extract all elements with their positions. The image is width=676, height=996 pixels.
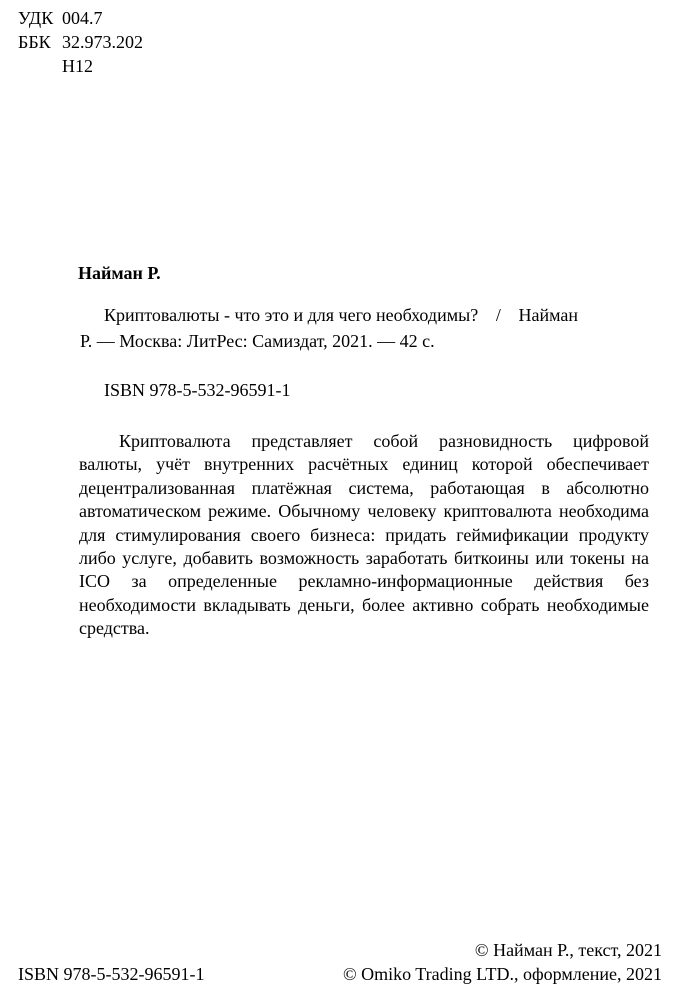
udk-label: УДК	[18, 8, 54, 28]
book-title: Криптовалюты - что это и для чего необходимы?	[104, 305, 479, 325]
copyright-block	[343, 938, 662, 986]
author-sign-row	[18, 54, 143, 78]
copyright-design-line: © Omiko Trading LTD., оформление, 2021	[342, 964, 662, 984]
bibliographic-description	[80, 302, 604, 354]
isbn-top: ISBN 978-5-532-96591-1	[104, 380, 291, 400]
bibliographic-line-2: Р. — Москва: ЛитРес: Самиздат, 2021. — 42 с.	[80, 331, 435, 351]
abstract-paragraph: Криптовалюта представляет собой разновидность цифровой валюты, учёт внутренних расчётных единиц которой обеспечивает децентрализованная платёжная система, работающая в абсолютно автоматическом режиме. Обычному человеку криптовалюта необходима для стимулирования своего бизнеса: придать геймификации продукту либо услуге, добавить возможность заработать биткоины или токены на ICO за определенные рекламно-информационные действия без необходимости вкладывать деньги, более активно собрать необходимые средства.	[79, 431, 649, 639]
author-sign: Н12	[62, 56, 93, 76]
classification-block	[18, 6, 143, 78]
bbk-value: 32.973.202	[62, 32, 143, 52]
copyright-text-line: © Найман Р., текст, 2021	[474, 940, 662, 960]
bibliographic-line-1	[104, 302, 578, 328]
udk-row	[18, 6, 143, 30]
title-separator: /	[495, 305, 501, 325]
bbk-label: ББК	[18, 32, 51, 52]
udk-value: 004.7	[62, 8, 103, 28]
bbk-row	[18, 30, 143, 54]
author-surname: Найман	[518, 305, 578, 325]
author-heading: Найман Р.	[78, 263, 161, 283]
isbn-bottom: ISBN 978-5-532-96591-1	[18, 964, 205, 984]
